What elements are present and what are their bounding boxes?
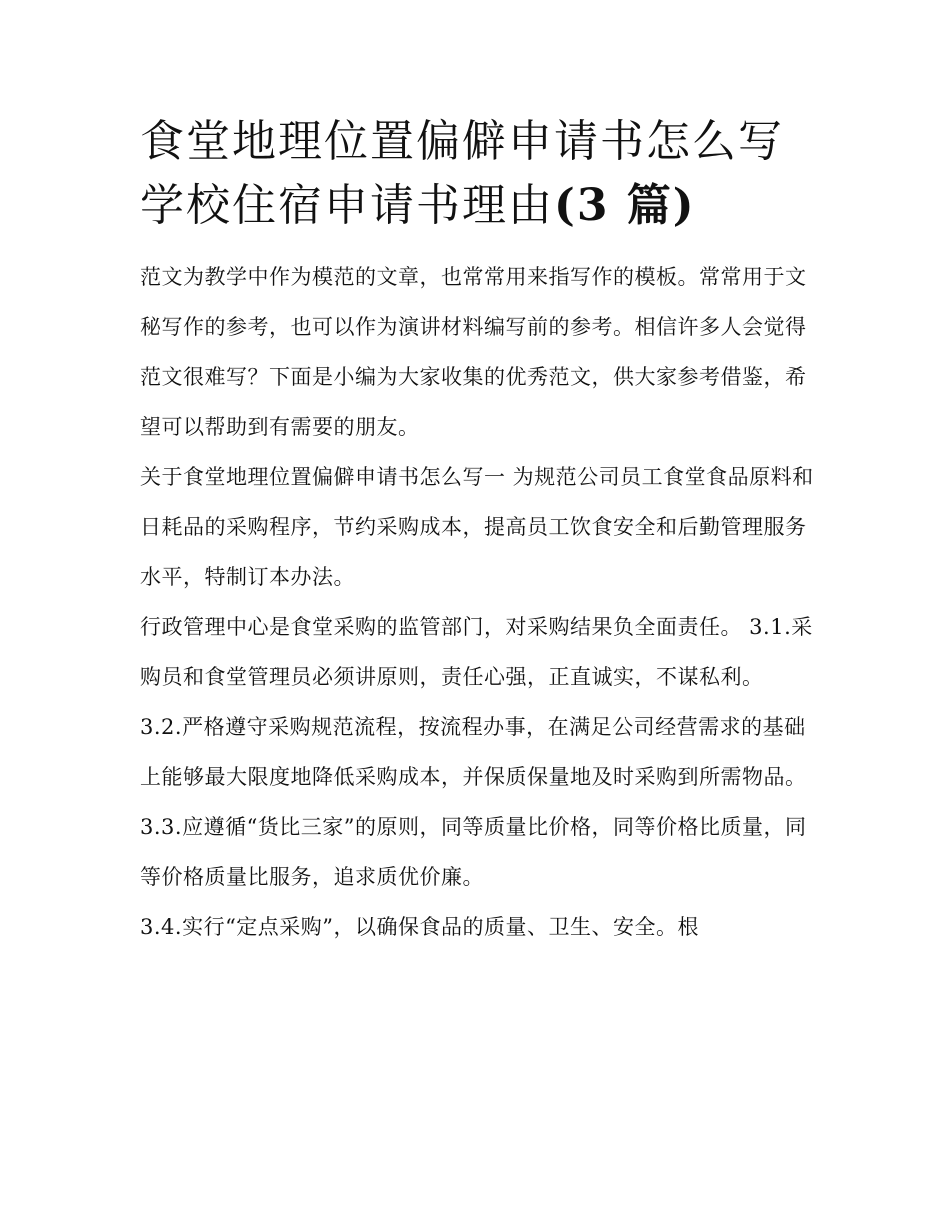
paragraph-responsibility: 行政管理中心是食堂采购的监管部门，对采购结果负全面责任。 3.1.采购员和食堂管理员必须讲原则，责任心强，正直诚实，不谋私利。 (140, 615, 813, 689)
document-page (140, 110, 820, 952)
title-main: 食堂地理位置偏僻申请书怎么写 学校住宿申请书理由 (140, 116, 784, 231)
paragraph-section-one: 关于食堂地理位置偏僻申请书怎么写一 为规范公司员工食堂食品原料和日耗品的采购程序，节约采购成本，提高员工饮食安全和后勤管理服务水平，特制订本办法。 (140, 465, 814, 589)
paragraph-3-2: 3.2.严格遵守采购规范流程，按流程办事，在满足公司经营需求的基础上能够最大限度地降低采购成本，并保质保量地及时采购到所需物品。 (140, 715, 807, 789)
title-suffix: (3 篇) (554, 180, 696, 231)
paragraph-3-4: 3.4.实行“定点采购”，以确保食品的质量、卫生、安全。根 (140, 915, 700, 939)
document-title (140, 110, 820, 238)
paragraph-3-3: 3.3.应遵循“货比三家”的原则，同等质量比价格，同等价格比质量，同等价格质量比服务，追求质优价廉。 (140, 815, 807, 889)
paragraph-intro: 范文为教学中作为模范的文章，也常常用来指写作的模板。常常用于文秘写作的参考，也可以作为演讲材料编写前的参考。相信许多人会觉得范文很难写？下面是小编为大家收集的优秀范文，供大家参考借鉴，希望可以帮助到有需要的朋友。 (140, 265, 807, 439)
